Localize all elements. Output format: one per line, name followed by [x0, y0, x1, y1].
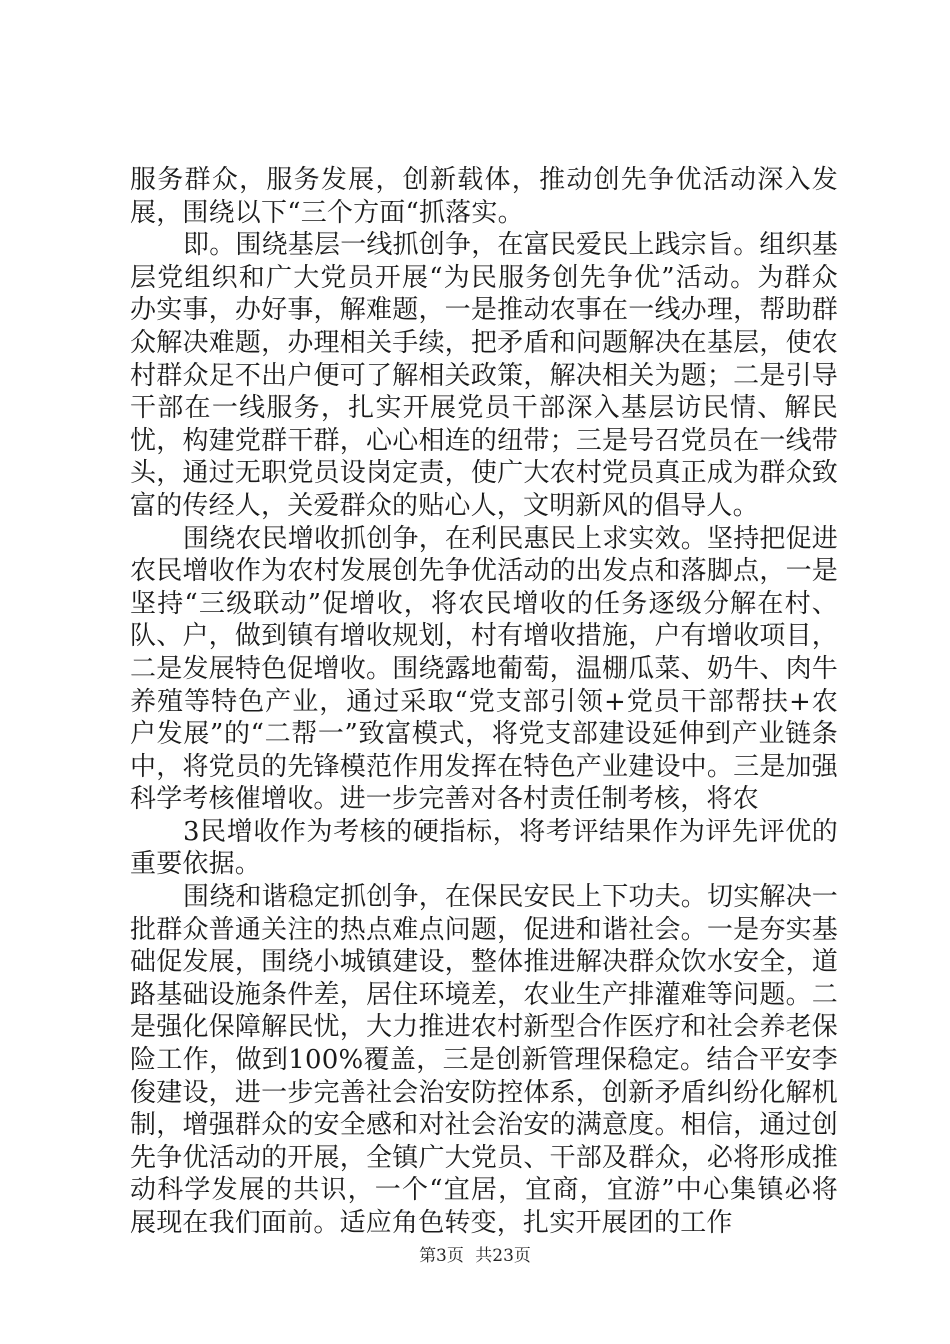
document-body	[130, 164, 838, 1240]
paragraph-continuation: 服务群众，服务发展，创新载体，推动创先争优活动深入发展，围绕以下“三个方面“抓落实。	[130, 165, 838, 228]
paragraph-farmer-income: 围绕农民增收抓创争，在利民惠民上求实效。坚持把促进农民增收作为农村发展创先争优活动的出发点和落脚点，一是坚持“三级联动”促增收，将农民增收的任务逐级分解在村、队、户，做到镇有增收规划，村有增收措施，户有增收项目，二是发展特色促增收。围绕露地葡萄，温棚瓜菜、奶牛、肉牛养殖等特色产业，通过采取“党支部引领+党员干部帮扶+农户发展”的“二帮一”致富模式，将党支部建设延伸到产业链条中，将党员的先锋模范作用发挥在特色产业建设中。三是加强科学考核催增收。进一步完善对各村责任制考核，将农	[130, 523, 839, 815]
page-number: 第3页	[419, 1246, 464, 1266]
paragraph-assessment: 3民增收作为考核的硬指标，将考评结果作为评先评优的重要依据。	[130, 816, 838, 880]
page-total: 共23页	[475, 1246, 531, 1266]
page-footer	[0, 1241, 950, 1266]
paragraph-harmony-stability: 围绕和谐稳定抓创争，在保民安民上下功夫。切实解决一批群众普通关注的热点难点问题，促进和谐社会。一是夯实基础促发展，围绕小城镇建设，整体推进解决群众饮水安全，道路基础设施条件差，居住环境差，农业生产排灌难等问题。二是强化保障解民忧，大力推进农村新型合作医疗和社会养老保险工作，做到100%覆盖，三是创新管理保稳定。结合平安李俊建设，进一步完善社会治安防控体系，创新矛盾纠纷化解机制，增强群众的安全感和对社会治安的满意度。相信，通过创先争优活动的开展，全镇广大党员、干部及群众，必将形成推动科学发展的共识，一个“宜居，宜商，宜游”中心集镇必将展现在我们面前。适应角色转变，扎实开展团的工作	[130, 882, 839, 1238]
paragraph-grassroots: 即。围绕基层一线抓创争，在富民爱民上践宗旨。组织基层党组织和广大党员开展“为民服务创先争优”活动。为群众办实事，办好事，解难题，一是推动农事在一线办理，帮助群众解决难题，办理相关手续，把矛盾和问题解决在基层，使农村群众足不出户便可了解相关政策，解决相关为题；二是引导干部在一线服务，扎实开展党员干部深入基层访民情、解民忧，构建党群干群，心心相连的纽带；三是号召党员在一线带头，通过无职党员设岗定责，使广大农村党员真正成为群众致富的传经人，关爱群众的贴心人，文明新风的倡导人。	[130, 230, 839, 521]
